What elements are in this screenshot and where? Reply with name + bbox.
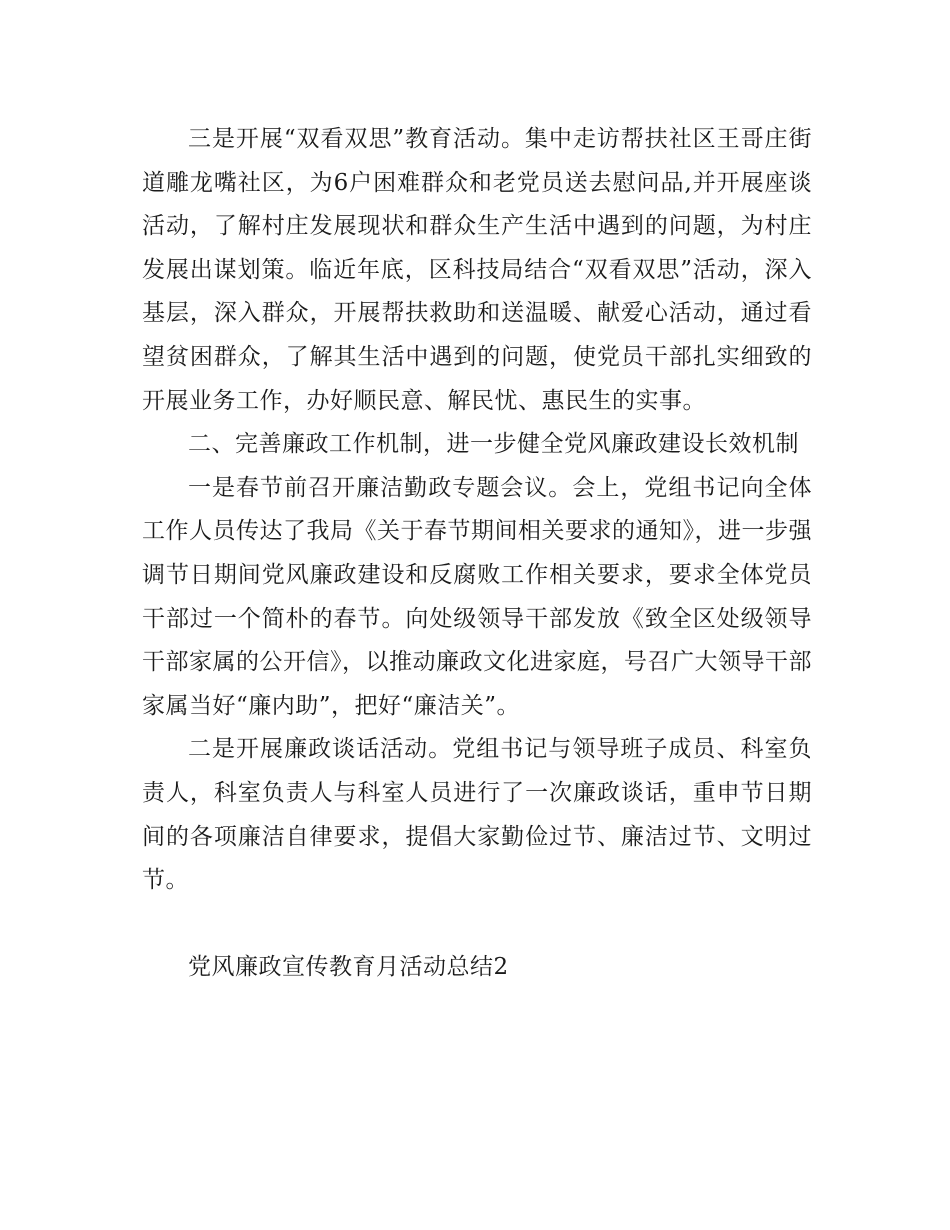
paragraph-integrity-talks: 二是开展廉政谈话活动。党组书记与领导班子成员、科室负责人，科室负责人与科室人员进行了一次廉政谈话，重申节日期间的各项廉洁自律要求，提倡大家勤俭过节、廉洁过节、文明过节。 (142, 736, 812, 894)
document-body (142, 118, 812, 989)
paragraph-shuangkan-shuangsi: 三是开展“双看双思”教育活动。集中走访帮扶社区王哥庄街道雕龙嘴社区，为6户困难群众和老党员送去慰问品,并开展座谈活动，了解村庄发展现状和群众生产生活中遇到的问题，为村庄发展出谋划策。临近年底，区科技局结合“双看双思”活动，深入基层，深入群众，开展帮扶救助和送温暖、献爱心活动，通过看望贫困群众，了解其生活中遇到的问题，使党员干部扎实细致的开展业务工作，办好顺民意、解民忧、惠民生的实事。 (142, 126, 812, 414)
section-heading-anti-corruption-mechanism: 二、完善廉政工作机制，进一步健全党风廉政建设长效机制 (188, 431, 799, 458)
blank-line (142, 903, 812, 946)
next-document-title: 党风廉政宣传教育月活动总结2 (188, 953, 509, 980)
paragraph-spring-festival-meeting: 一是春节前召开廉洁勤政专题会议。会上，党组书记向全体工作人员传达了我局《关于春节期间相关要求的通知》，进一步强调节日期间党风廉政建设和反腐败工作相关要求，要求全体党员干部过一个简朴的春节。向处级领导干部发放《致全区处级领导干部家属的公开信》，以推动廉政文化进家庭，号召广大领导干部家属当好“廉内助”，把好“廉洁关”。 (142, 474, 812, 719)
